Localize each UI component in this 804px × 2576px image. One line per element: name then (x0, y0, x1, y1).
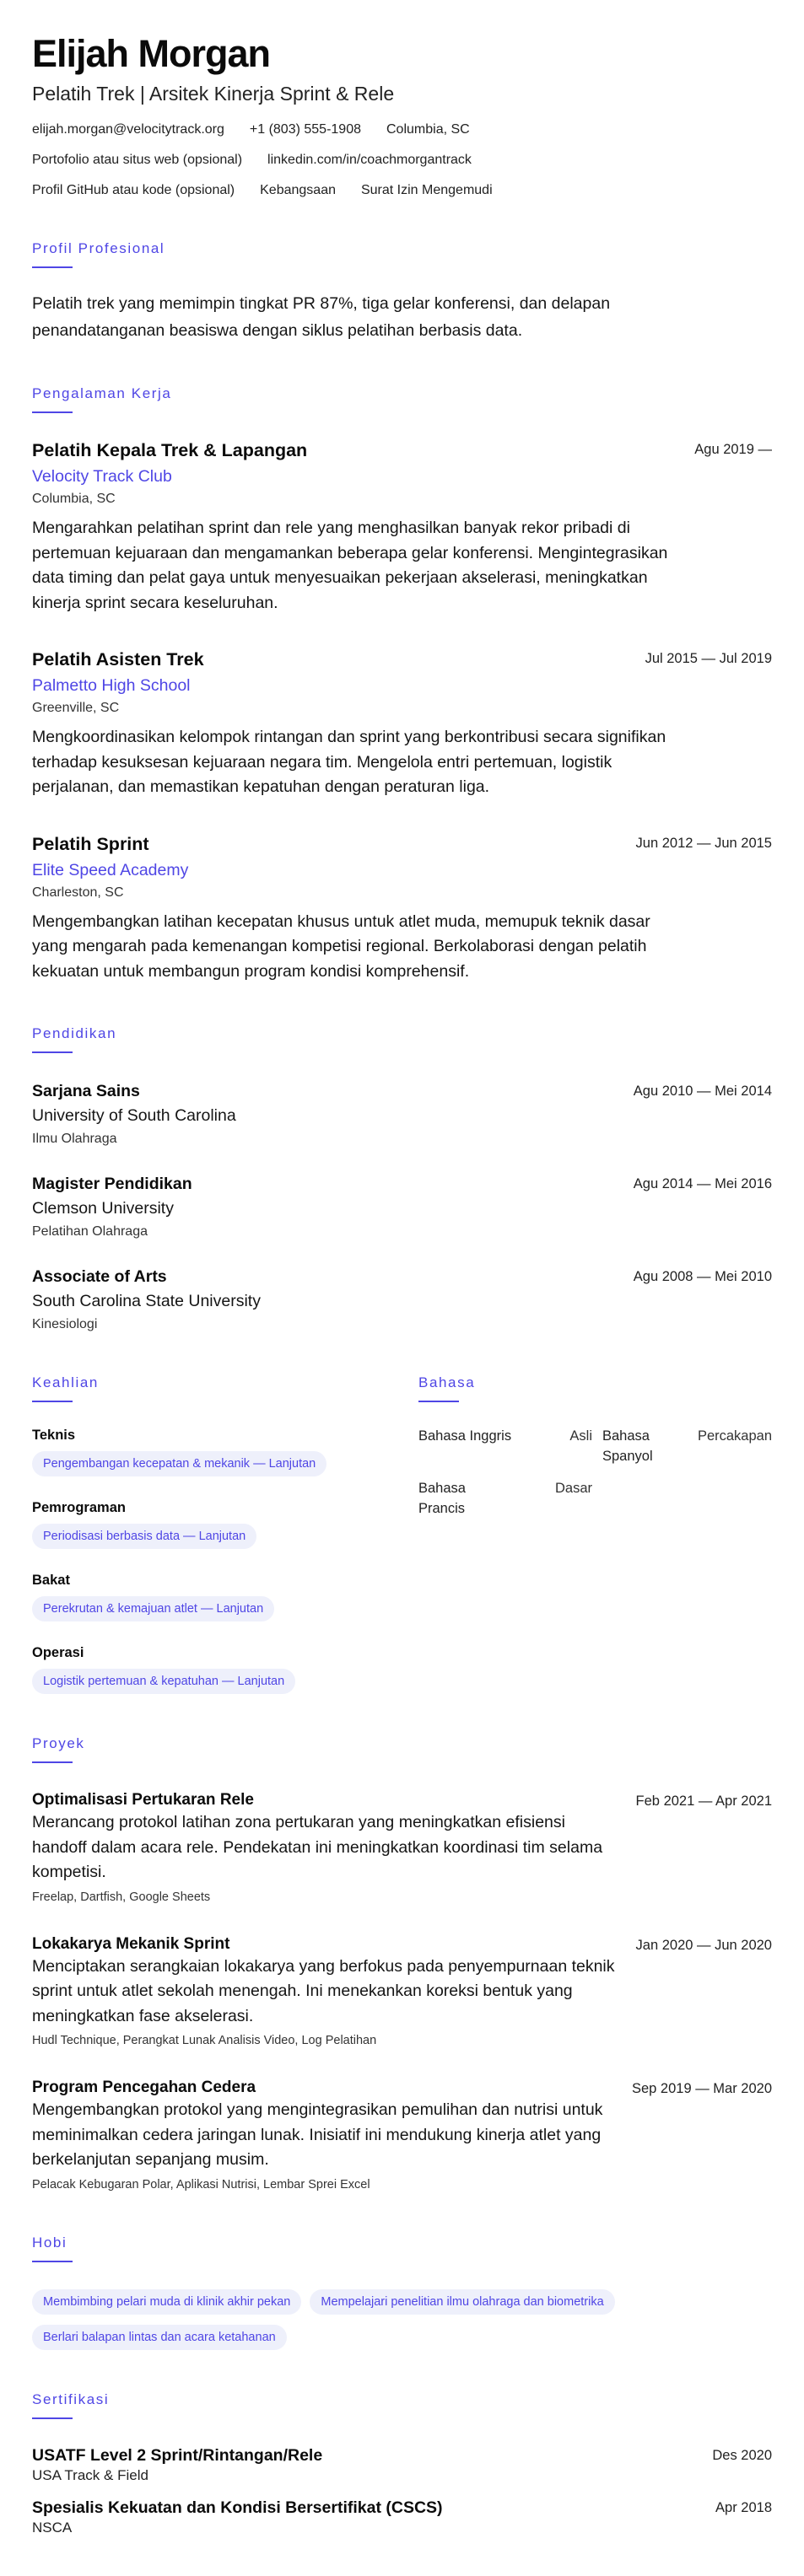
job-title: Pelatih Asisten Trek (32, 649, 204, 670)
section-title: Pengalaman Kerja (32, 385, 172, 401)
job-entry (32, 832, 772, 985)
certification-name: USATF Level 2 Sprint/Rintangan/Rele (32, 2445, 323, 2465)
job-dates: Jul 2015 — Jul 2019 (645, 651, 772, 666)
education-entry (32, 1080, 772, 1148)
contact-email[interactable]: elijah.morgan@velocitytrack.org (32, 122, 224, 137)
project-dates: Feb 2021 — Apr 2021 (635, 1794, 772, 1809)
project-description: Menciptakan serangkaian lokakarya yang berfokus pada penyempurnaan teknik sprint untuk atlet sekolah menengah. Ini menekankan koreksi bentuk yang meningkatkan fase akselerasi. (32, 1956, 615, 2025)
summary-section (32, 239, 772, 344)
contact-row-links (32, 152, 772, 169)
job-entry (32, 648, 772, 800)
language-level: Asli (569, 1428, 592, 1444)
skill-category: Teknis (32, 1428, 76, 1443)
section-title: Pendidikan (32, 1025, 117, 1041)
contact-phone[interactable]: +1 (803) 555-1908 (249, 122, 361, 137)
section-divider (32, 411, 73, 413)
skill-group (32, 1643, 418, 1694)
contact-github[interactable]: Profil GitHub atau kode (opsional) (32, 183, 235, 197)
job-description: Mengembangkan latihan kecepatan khusus untuk atlet muda, memupuk teknik dasar yang mengarah pada kemenangan kompetisi regional. Berkolaborasi dengan pelatih kekuatan untuk membangun program kondisi komprehensif. (32, 912, 650, 981)
job-title: Pelatih Kepala Trek & Lapangan (32, 440, 308, 460)
section-divider (32, 266, 73, 268)
education-dates: Agu 2008 — Mei 2010 (633, 1269, 772, 1284)
certification-date: Apr 2018 (715, 2499, 772, 2515)
hobby-chip: Mempelajari penelitian ilmu olahraga dan biometrika (310, 2289, 614, 2315)
certification-entry (32, 2497, 772, 2537)
hobbies-list (32, 2279, 673, 2350)
hobby-chip: Membimbing pelari muda di klinik akhir pekan (32, 2289, 301, 2315)
skill-group (32, 1426, 418, 1476)
education-school: South Carolina State University (32, 1292, 261, 1310)
certifications-section (32, 2390, 772, 2537)
education-degree: Associate of Arts (32, 1267, 167, 1286)
education-school: Clemson University (32, 1199, 174, 1218)
language-name: Bahasa Spanyol (602, 1428, 653, 1464)
projects-section (32, 1734, 772, 2193)
project-entry (32, 1934, 772, 2050)
job-company: Palmetto High School (32, 676, 191, 695)
project-description: Merancang protokol latihan zona pertukaran yang meningkatkan efisiensi handoff dalam acara rele. Pendekatan ini meningkatkan koordinasi tim selama kompetisi. (32, 1813, 603, 1881)
skill-chip: Logistik pertemuan & kepatuhan — Lanjutan (32, 1669, 295, 1694)
languages-list (418, 1426, 772, 1519)
contact-row-extra (32, 182, 772, 199)
certification-name: Spesialis Kekuatan dan Kondisi Bersertifikat (CSCS) (32, 2498, 443, 2517)
section-title: Proyek (32, 1735, 85, 1751)
skills-languages-row (32, 1374, 772, 1694)
education-section (32, 1024, 772, 1333)
education-field: Kinesiologi (32, 1317, 98, 1331)
skill-group (32, 1571, 418, 1621)
education-school: University of South Carolina (32, 1106, 236, 1125)
job-dates: Agu 2019 — (694, 442, 772, 457)
contact-nationality: Kebangsaan (260, 183, 336, 197)
job-location: Greenville, SC (32, 701, 120, 715)
language-level: Dasar (554, 1481, 592, 1496)
language-name: Bahasa Inggris (418, 1428, 512, 1444)
education-field: Pelatihan Olahraga (32, 1224, 148, 1239)
section-title: Profil Profesional (32, 240, 165, 256)
section-divider (32, 1401, 73, 1402)
education-dates: Agu 2014 — Mei 2016 (633, 1176, 772, 1191)
education-degree: Magister Pendidikan (32, 1175, 192, 1193)
job-entry (32, 438, 772, 616)
skill-category: Bakat (32, 1573, 70, 1588)
education-field: Ilmu Olahraga (32, 1132, 117, 1146)
section-divider (418, 1401, 459, 1402)
section-title: Keahlian (32, 1374, 99, 1390)
education-degree: Sarjana Sains (32, 1082, 140, 1100)
candidate-headline: Pelatih Trek | Arsitek Kinerja Sprint & Rele (32, 83, 395, 105)
project-tech: Hudl Technique, Perangkat Lunak Analisis Video, Log Pelatihan (32, 2034, 377, 2047)
contact-license: Surat Izin Mengemudi (360, 183, 493, 197)
certification-issuer: USA Track & Field (32, 2466, 148, 2483)
skill-chip: Pengembangan kecepatan & mekanik — Lanjutan (32, 1451, 326, 1476)
project-title: Program Pencegahan Cedera (32, 2079, 256, 2096)
job-company: Velocity Track Club (32, 467, 172, 486)
project-title: Optimalisasi Pertukaran Rele (32, 1791, 254, 1809)
education-dates: Agu 2010 — Mei 2014 (633, 1084, 772, 1099)
skill-category: Operasi (32, 1645, 84, 1660)
project-tech: Pelacak Kebugaran Polar, Aplikasi Nutrisi, Lembar Sprei Excel (32, 2177, 370, 2191)
skill-chip: Periodisasi berbasis data — Lanjutan (32, 1524, 256, 1549)
job-dates: Jun 2012 — Jun 2015 (635, 835, 772, 851)
skill-chip: Perekrutan & kemajuan atlet — Lanjutan (32, 1596, 274, 1621)
contact-portfolio[interactable]: Portofolio atau situs web (opsional) (32, 153, 243, 167)
project-tech: Freelap, Dartfish, Google Sheets (32, 1890, 211, 1904)
project-dates: Jan 2020 — Jun 2020 (635, 1937, 772, 1953)
skill-group (32, 1498, 418, 1549)
section-divider (32, 1761, 73, 1763)
section-title: Sertifikasi (32, 2390, 110, 2407)
project-entry (32, 1790, 772, 1906)
contact-row-primary (32, 121, 772, 138)
education-entry (32, 1266, 772, 1333)
resume-header (32, 32, 772, 199)
skill-category: Pemrograman (32, 1500, 126, 1515)
education-entry (32, 1173, 772, 1240)
job-description: Mengarahkan pelatihan sprint dan rele yang menghasilkan banyak rekor pribadi di pertemuan kejuaraan dan mengamankan beberapa gelar konferensi. Mengintegrasikan data timing dan pelat gaya untuk menyesuaikan pekerjaan akselerasi, meningkatkan kinerja sprint secara keseluruhan. (32, 519, 668, 612)
project-entry (32, 2078, 772, 2193)
project-dates: Sep 2019 — Mar 2020 (631, 2081, 772, 2096)
job-title: Pelatih Sprint (32, 833, 149, 854)
contact-location: Columbia, SC (386, 122, 470, 137)
job-location: Charleston, SC (32, 885, 124, 900)
skills-section (32, 1374, 418, 1694)
project-title: Lokakarya Mekanik Sprint (32, 1934, 230, 1953)
language-level: Percakapan (697, 1428, 772, 1444)
job-company: Elite Speed Academy (32, 860, 189, 879)
section-title: Hobi (32, 2234, 67, 2251)
section-divider (32, 1051, 73, 1053)
section-divider (32, 2417, 73, 2419)
certification-entry (32, 2444, 772, 2485)
certification-issuer: NSCA (32, 2519, 73, 2536)
hobby-chip: Berlari balapan lintas dan acara ketahanan (32, 2325, 287, 2350)
contact-linkedin[interactable]: linkedin.com/in/coachmorgantrack (267, 153, 472, 167)
candidate-name: Elijah Morgan (32, 32, 271, 75)
job-description: Mengkoordinasikan kelompok rintangan dan sprint yang berkontribusi secara signifikan terhadap kesuksesan kejuaraan negara tim. Mengelola entri pertemuan, logistik perjalanan, dan memastikan kepatuhan dengan peraturan liga. (32, 728, 666, 796)
section-title: Bahasa (418, 1374, 476, 1390)
section-divider (32, 2261, 73, 2262)
job-location: Columbia, SC (32, 492, 116, 506)
experience-section (32, 385, 772, 984)
project-description: Mengembangkan protokol yang mengintegrasikan pemulihan dan nutrisi untuk meminimalkan cedera jaringan lunak. Inisiatif ini mendukung kinerja atlet yang berkelanjutan sepanjang musim. (32, 2100, 603, 2169)
certification-date: Des 2020 (712, 2447, 772, 2463)
summary-text: Pelatih trek yang memimpin tingkat PR 87%, tiga gelar konferensi, dan delapan penandatanganan beasiswa dengan siklus pelatihan berbasis data. (32, 294, 611, 340)
languages-section (418, 1374, 772, 1694)
hobbies-section (32, 2234, 772, 2350)
language-name: Bahasa Prancis (418, 1481, 466, 1516)
